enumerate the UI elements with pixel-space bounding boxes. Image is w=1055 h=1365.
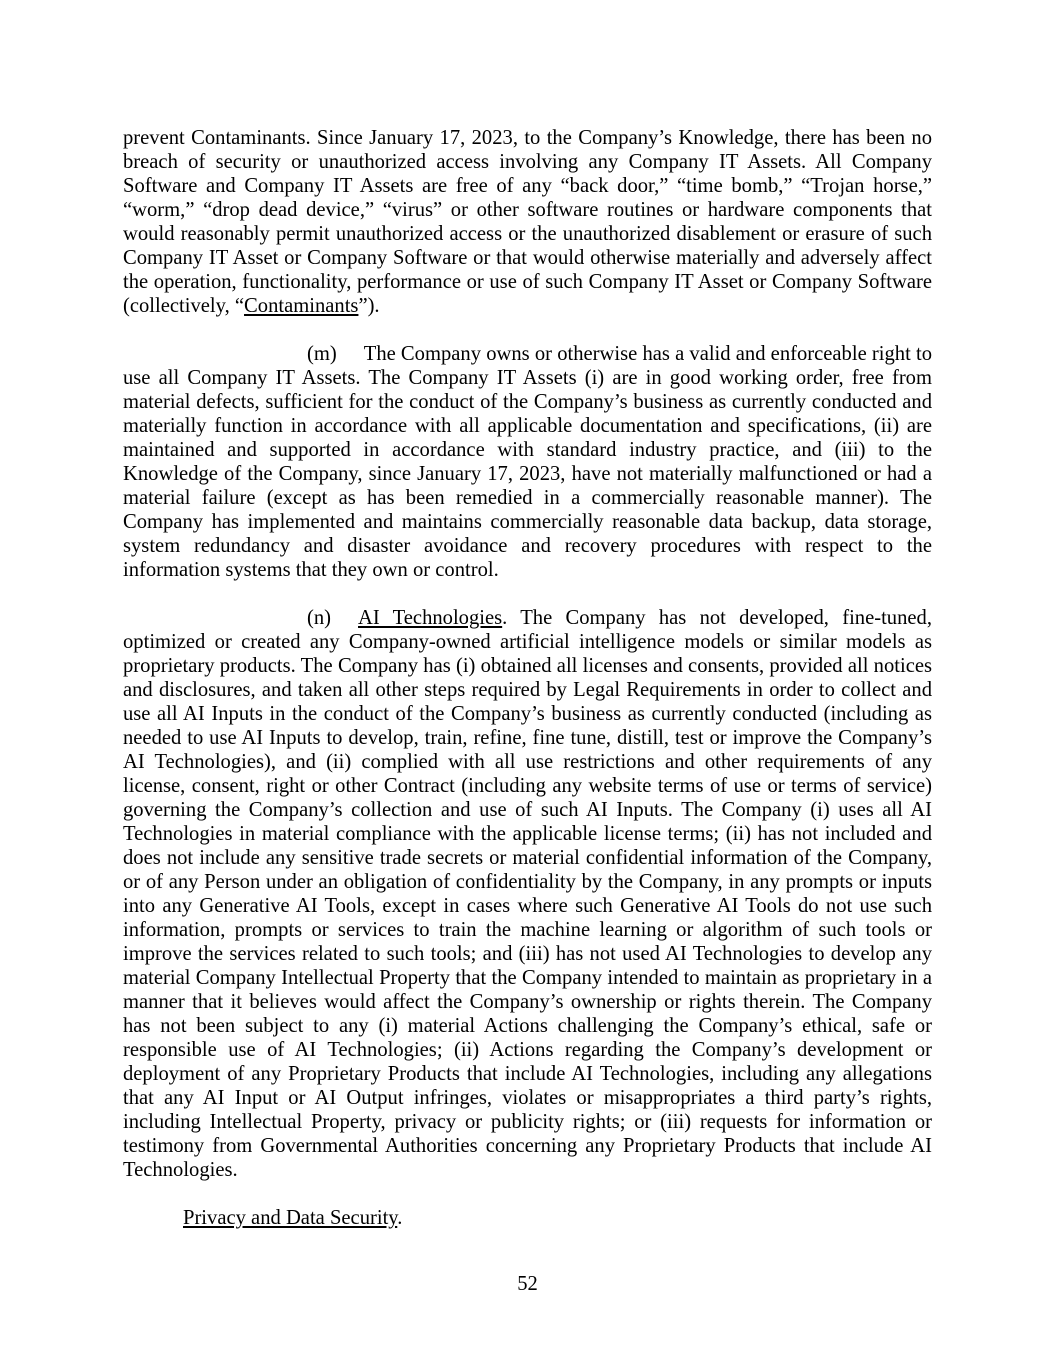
text-run: prevent Contaminants. Since January 17, 2023, to the Company’s Knowledge, there has been no breach of security or unauthorized access involving any Company IT Assets. All Company Software and Company IT Assets are free of any “back door,” “time bomb,” “Trojan horse,” “worm,” “drop dead device,” “virus” or other software routines or hardware components that would reasonably permit unauthorized access or the unauthorized disablement or erasure of such Company IT Asset or Company Software or that would otherwise materially and adversely affect the operation, functionality, performance or use of such Company IT Asset or Company Software (collectively, “ bbox=[123, 127, 932, 317]
heading-privacy-text: Privacy and Data Security bbox=[183, 1207, 398, 1229]
page-footer bbox=[0, 1272, 1055, 1296]
paragraph-contaminants-continuation bbox=[123, 126, 932, 318]
document-body bbox=[123, 126, 932, 1230]
clause-label: (m) bbox=[307, 343, 337, 365]
page-number: 52 bbox=[517, 1273, 538, 1295]
section-heading-privacy bbox=[123, 1206, 932, 1230]
clause-label: (n) bbox=[307, 607, 332, 629]
text-run: ”). bbox=[358, 295, 380, 317]
text-run: The Company owns or otherwise has a valid and enforceable right to use all Company IT Assets. The Company IT Assets (i) are in good working order, free from material defects, sufficient for the conduct of the Company’s business as currently conducted and materially function in accordance with all applicable documentation and specifications, (ii) are maintained and supported in accordance with standard industry practice, and (iii) to the Knowledge of the Company, since January 17, 2023, have not materially malfunctioned or had a material failure (except as has been remedied in a commercially reasonable manner). The Company has implemented and maintains commercially reasonable data backup, data storage, system redundancy and disaster avoidance and recovery procedures with respect to the information systems that they own or control. bbox=[123, 343, 932, 581]
defined-term-contaminants: Contaminants bbox=[244, 295, 359, 317]
heading-ai-technologies: AI Technologies bbox=[358, 607, 503, 629]
paragraph-clause-m bbox=[123, 342, 932, 582]
paragraph-clause-n bbox=[123, 606, 932, 1182]
text-run: . bbox=[397, 1207, 403, 1229]
text-run: . The Company has not developed, fine-tuned, optimized or created any Company-owned artificial intelligence models or similar models as proprietary products. The Company has (i) obtained all licenses and consents, provided all notices and disclosures, and taken all other steps required by Legal Requirements in order to collect and use all AI Inputs in the conduct of the Company’s business as currently conducted (including as needed to use AI Inputs to develop, train, refine, fine tune, distill, test or improve the Company’s AI Technologies), and (ii) complied with all use restrictions and other requirements of any license, consent, right or other Contract (including any website terms of use or terms of service) governing the Company’s collection and use of such AI Inputs. The Company (i) uses all AI Technologies in material compliance with the applicable license terms; (ii) has not included and does not include any sensitive trade secrets or material confidential information of the Company, or of any Person under an obligation of confidentiality by the Company, in any prompts or inputs into any Generative AI Tools, except in cases where such Generative AI Tools do not use such information, prompts or services to train the machine learning or algorithm of such tools or improve the services related to such tools; and (iii) has not used AI Technologies to develop any material Company Intellectual Property that the Company intended to maintain as proprietary in a manner that it believes would affect the Company’s ownership or rights therein. The Company has not been subject to any (i) material Actions challenging the Company’s ethical, safe or responsible use of AI Technologies; (ii) Actions regarding the Company’s development or deployment of any Proprietary Products that include AI Technologies, including any allegations that any AI Input or AI Output infringes, violates or misappropriates a third party’s rights, including Intellectual Property, privacy or publicity rights; or (iii) requests for information or testimony from Governmental Authorities concerning any Proprietary Products that include AI Technologies. bbox=[123, 607, 932, 1181]
